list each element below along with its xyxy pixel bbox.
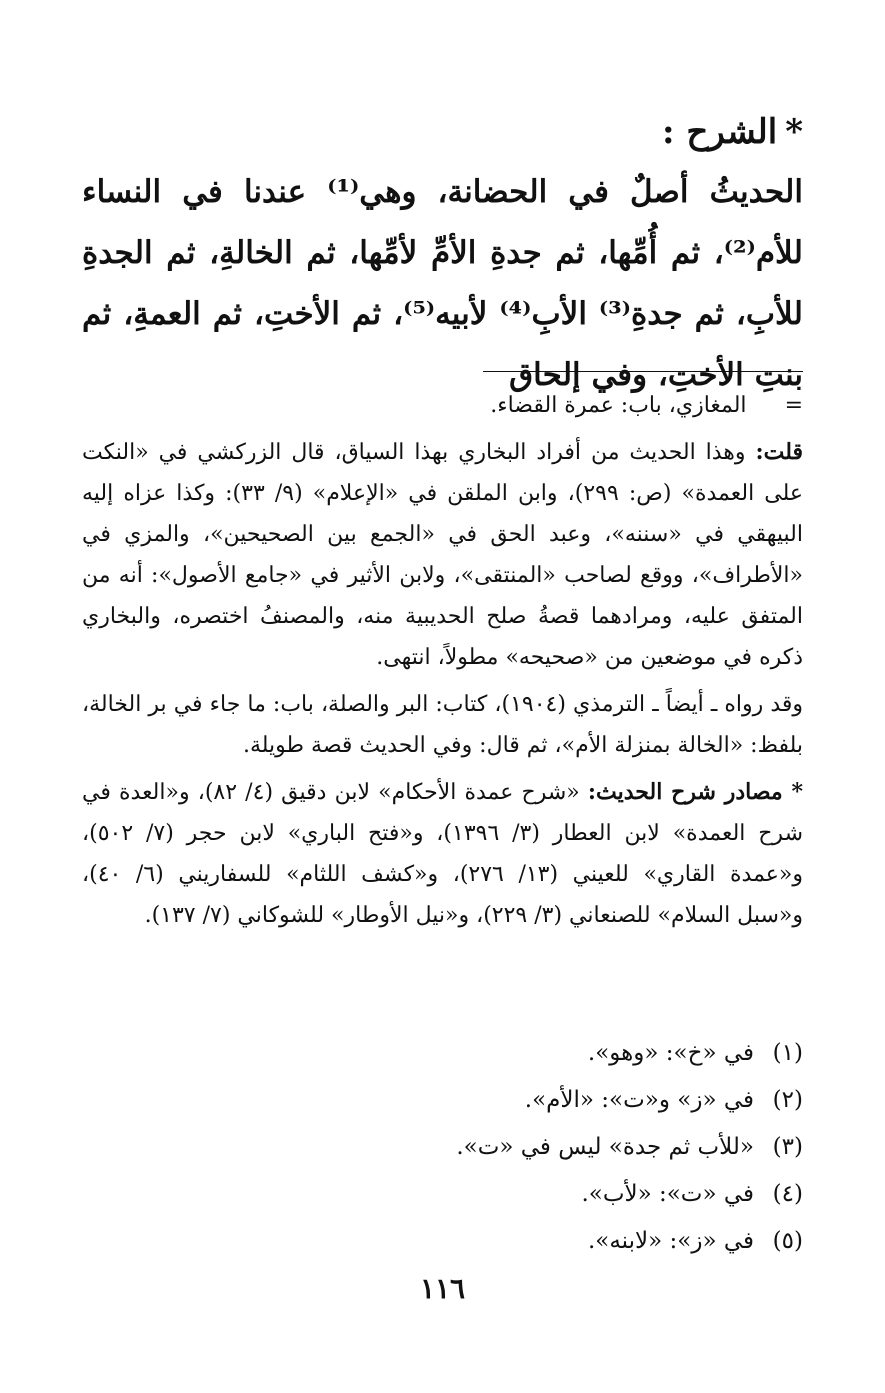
note-number: (٥)	[772, 1228, 803, 1254]
note-text: في «ز»: «لابنه».	[587, 1228, 754, 1254]
note-number: (٢)	[772, 1087, 803, 1113]
note-item	[82, 1077, 803, 1124]
continuation-line	[82, 385, 803, 426]
note-number: (٤)	[772, 1181, 803, 1207]
note-item	[82, 1124, 803, 1171]
footnote-separator	[483, 371, 803, 372]
note-number: (١)	[772, 1040, 803, 1066]
footnotes-section	[82, 385, 803, 942]
note-text: في «خ»: «وهو».	[587, 1040, 754, 1066]
qultu-label: قلت:	[755, 439, 803, 465]
note-item	[82, 1030, 803, 1077]
qultu-text: وهذا الحديث من أفراد البخاري بهذا السياق، قال الزركشي في «النكت على العمدة» (ص: ٢٩٩)، وابن الملقن في «الإعلام» (٩/ ٣٣): وكذا عزاه إليه البيهقي في «سننه»، وعبد الحق في «الجمع بين الصحيحين»، والمزي في «الأطراف»، ووقع لصاحب «المنتقى»، ولابن الأثير في «جامع الأصول»: أنه من المتفق عليه، ومرادهما قصةُ صلح الحديبية منه، والمصنفُ اختصره، والبخاري ذكره في موضعين من «صحيحه» مطولاً، انتهى.	[82, 440, 803, 670]
main-paragraph: الحديثُ أصلٌ في الحضانة، وهي⁽¹⁾ عندنا في النساء للأم⁽²⁾، ثم أُمِّها، ثم جدةِ الأمِّ لأمِّها، ثم الخالةِ، ثم الجدةِ للأبِ، ثم جدةِ⁽³⁾ الأبِ⁽⁴⁾ لأبيه⁽⁵⁾، ثم الأختِ، ثم العمةِ، ثم بنتِ الأختِ، وفي إلحاق	[82, 174, 803, 393]
sources-text: «شرح عمدة الأحكام» لابن دقيق (٤/ ٨٢)، و«العدة في شرح العمدة» لابن العطار (٣/ ١٣٩٦)، و«فتح الباري» لابن حجر (٧/ ٥٠٢)، و«عمدة القاري» للعيني (١٣/ ٢٧٦)، و«كشف اللثام» للسفاريني (٦/ ٤٠)، و«سبل السلام» للصنعاني (٣/ ٢٢٩)، و«نيل الأوطار» للشوكاني (٧/ ١٣٧).	[82, 780, 804, 928]
page-number: ١١٦	[419, 1272, 466, 1305]
tirmidhi-paragraph: وقد رواه ـ أيضاً ـ الترمذي (١٩٠٤)، كتاب: البر والصلة، باب: ما جاء في بر الخالة، بلفظ: «الخالة بمنزلة الأم»، ثم قال: وفي الحديث قصة طويلة.	[82, 692, 804, 758]
note-text: «للأب ثم جدة» ليس في «ت».	[456, 1134, 754, 1160]
note-item	[82, 1218, 803, 1265]
heading-label: الشرح :	[661, 112, 778, 152]
note-number: (٣)	[772, 1134, 803, 1160]
note-item	[82, 1171, 803, 1218]
section-heading	[82, 108, 803, 156]
continuation-text: المغازي، باب: عمرة القضاء.	[490, 393, 747, 418]
sources-paragraph	[82, 772, 803, 936]
continuation-marker: =	[784, 393, 803, 418]
sources-label: * مصادر شرح الحديث:	[587, 779, 803, 805]
numbered-notes	[82, 1030, 803, 1265]
note-text: في «ت»: «لأب».	[581, 1181, 754, 1207]
star-icon: *	[785, 112, 803, 152]
qultu-paragraph	[82, 432, 803, 678]
note-text: في «ز» و«ت»: «الأم».	[524, 1087, 754, 1113]
